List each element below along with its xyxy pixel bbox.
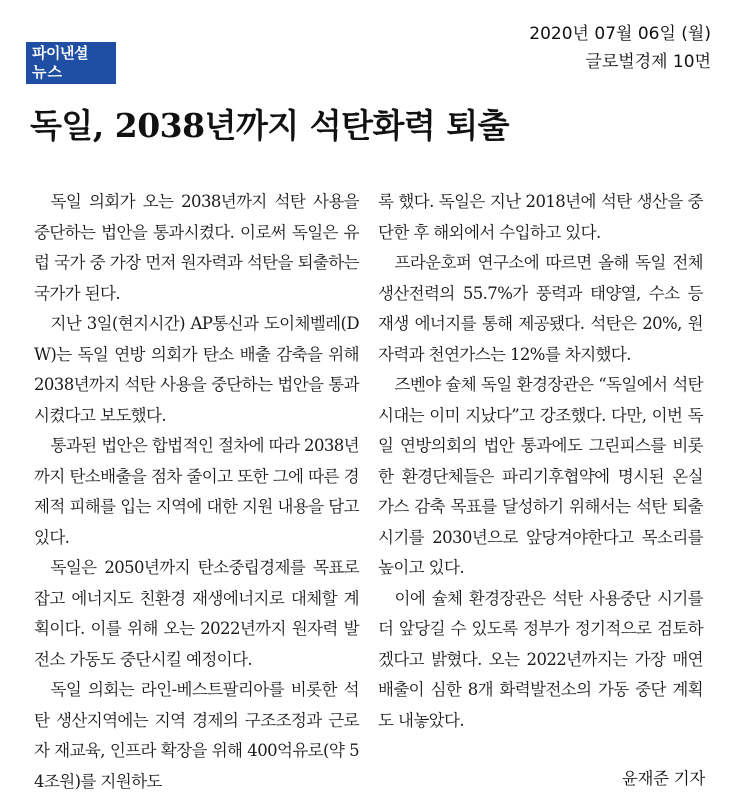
publication-date: 2020년 07월 06일 (월) bbox=[529, 24, 711, 44]
article-paragraph: 프라운호퍼 연구소에 따르면 올해 독일 전체 생산전력의 55.7%가 풍력과 태양열, 수소 등 재생 에너지를 통해 제공됐다. 석탄은 20%, 원자력과 천연가스는 12%를 차지했다. bbox=[378, 253, 703, 364]
article-paragraph: 즈벤야 슐체 독일 환경장관은 “독일에서 석탄 시대는 이미 지났다”고 강조했다. 다만, 이번 독일 연방의회의 법안 통과에도 그린피스를 비롯한 환경단체들은 파리기후협약에 명시된 온실가스 감축 목표를 달성하기 위해서는 석탄 퇴출시기를 2030년으로 앞당겨야한다고 목소리를 높이고 있다. bbox=[378, 375, 703, 577]
logo-line-1: 파이낸셜 bbox=[32, 44, 88, 62]
article-column-right bbox=[378, 187, 703, 736]
article-column-left bbox=[34, 187, 359, 797]
publication-meta bbox=[529, 20, 711, 76]
section-page: 글로벌경제 10면 bbox=[585, 52, 711, 72]
article-paragraph: 독일 의회는 라인-베스트팔리아를 비롯한 석탄 생산지역에는 지역 경제의 구조조정과 근로자 재교육, 인프라 확장을 위해 400억유로(약 54조원)를 지원하도 bbox=[34, 680, 359, 791]
newspaper-logo bbox=[26, 42, 116, 84]
article-paragraph: 독일은 2050년까지 탄소중립경제를 목표로 잡고 에너지도 친환경 재생에너지로 대체할 계획이다. 이를 위해 오는 2022년까지 원자력 발전소 가동도 중단시킬 예정이다. bbox=[34, 558, 359, 669]
article-paragraph: 독일 의회가 오는 2038년까지 석탄 사용을 중단하는 법안을 통과시켰다. 이로써 독일은 유럽 국가 중 가장 먼저 원자력과 석탄을 퇴출하는 국가가 된다. bbox=[34, 192, 359, 303]
article-headline: 독일, 2038년까지 석탄화력 퇴출 bbox=[30, 106, 509, 145]
article-paragraph: 통과된 법안은 합법적인 절차에 따라 2038년까지 탄소배출을 점차 줄이고 또한 그에 따른 경제적 피해를 입는 지역에 대한 지원 내용을 담고 있다. bbox=[34, 436, 359, 547]
logo-line-2: 뉴스 bbox=[32, 63, 63, 81]
article-paragraph: 이에 슐체 환경장관은 석탄 사용중단 시기를 더 앞당길 수 있도록 정부가 정기적으로 검토하겠다고 밝혔다. 오는 2022년까지는 가장 매연 배출이 심한 8개 화력발전소의 가동 중단 계획도 내놓았다. bbox=[378, 588, 703, 730]
reporter-byline: 윤재준 기자 bbox=[621, 769, 705, 788]
article-paragraph: 지난 3일(현지시간) AP통신과 도이체벨레(DW)는 독일 연방 의회가 탄소 배출 감축을 위해 2038년까지 석탄 사용을 중단하는 법안을 통과시켰다고 보도했다. bbox=[34, 314, 359, 425]
article-paragraph-continuation: 록 했다. 독일은 지난 2018년에 석탄 생산을 중단한 후 해외에서 수입하고 있다. bbox=[378, 192, 703, 242]
